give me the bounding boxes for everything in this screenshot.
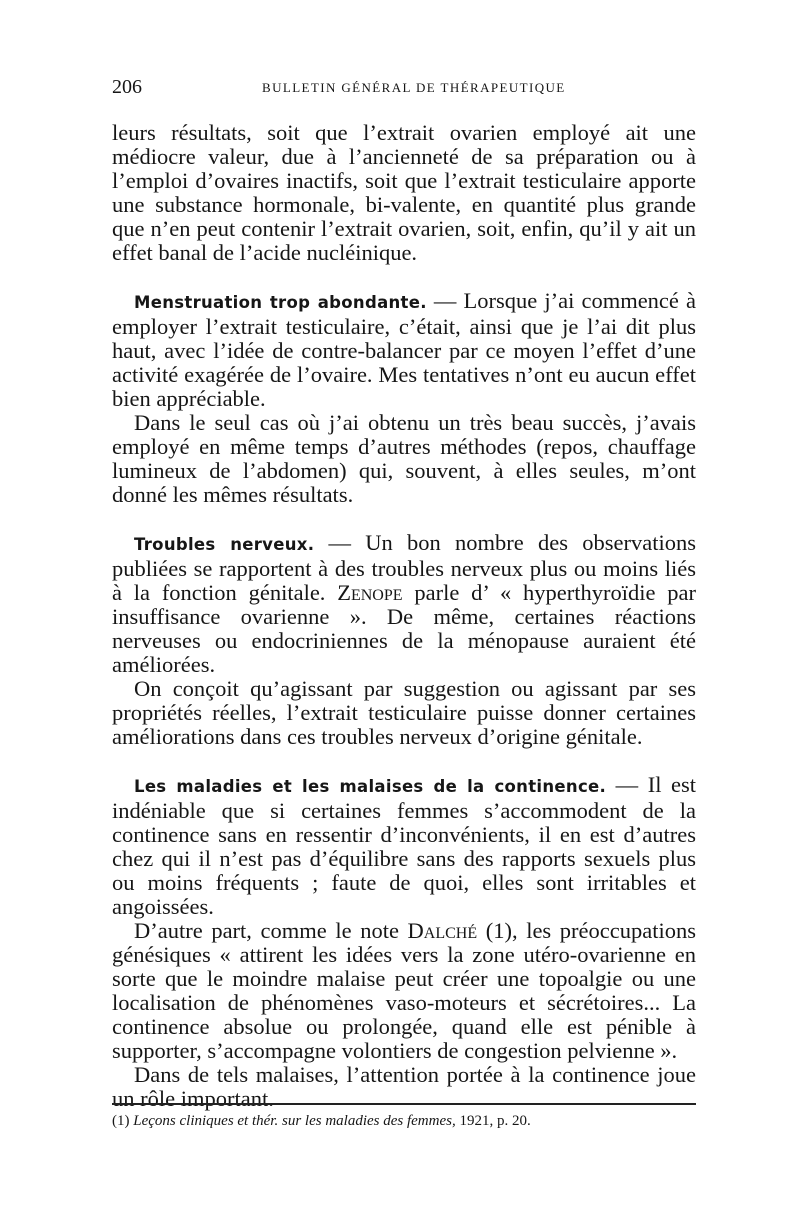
footnote — [112, 1111, 696, 1131]
paragraph-continuation: leurs résultats, soit que l’extrait ovarien employé ait une médiocre valeur, due à l’ancienneté de sa préparation ou à l’emploi d’ovaires inactifs, soit que l’extrait testiculaire apporte une substance hormonale, bi-valente, en quantité plus grande que n’en peut contenir l’extrait ovarien, soit, enfin, qu’il y ait un effet banal de l’acide nucléinique. — [112, 120, 696, 265]
author-name: Zenope — [337, 580, 403, 605]
section-troubles-nerveux — [112, 531, 696, 677]
page-number: 206 — [112, 76, 142, 98]
section-menstruation — [112, 289, 696, 411]
paragraph: Dans le seul cas où j’ai obtenu un très beau succès, j’avais employé en même temps d’autres méthodes (repos, chauffage lumineux de l’abdomen) qui, souvent, à elles seules, m’ont donné les mêmes résultats. — [112, 410, 696, 507]
footnote-title: Leçons cliniques et thér. sur les maladies des femmes, — [133, 1113, 456, 1129]
footnote-marker: (1) — [112, 1113, 134, 1129]
paragraph: Dans de tels malaises, l’attention portée à la continence joue un rôle important. — [112, 1062, 696, 1111]
paragraph-text-continued: (1), les préoccupations génésiques « attirent les idées vers la zone utéro-ovarienne en sorte que le moindre malaise peut créer une topoalgie ou une localisation de phénomènes vaso-moteurs et sécrétoires... La continence absolue ou prolongée, quand elle est pénible à supporter, s’accompagne volontiers de congestion pelvienne ». — [112, 918, 696, 1063]
section-text-continued: parle d’ « hyperthyroïdie par insuffisance ovarienne ». De même, certaines réactions nerveuses ou endocriniennes de la ménopause auraient été améliorées. — [112, 580, 697, 677]
paragraph-text: D’autre part, comme le note — [134, 918, 408, 943]
running-title: BULLETIN GÉNÉRAL DE THÉRAPEUTIQUE — [262, 80, 566, 95]
paragraph: On conçoit qu’agissant par suggestion ou agissant par ses propriétés réelles, l’extrait testiculaire puisse donner certaines améliorations dans ces troubles nerveux d’origine génitale. — [112, 676, 696, 749]
section-maladies-continence — [112, 773, 696, 919]
section-text: — Lorsque j’ai commencé à employer l’extrait testiculaire, c’était, ainsi que je l’ai dit plus haut, avec l’idée de contre-balancer par ce moyen l’effet d’une activité exagérée de l’ovaire. Mes tentatives n’ont eu aucun effet bien appréciable. — [112, 288, 696, 411]
section-heading-troubles: Troubles nerveux. — [134, 535, 315, 554]
section-text: — Il est indéniable que si certaines femmes s’accommodent de la continence sans en ressentir d’inconvénients, il en est d’autres chez qui il n’est pas d’équilibre sans des rapports sexuels plus ou moins fréquents ; faute de quoi, elles sont irritables et angoissées. — [112, 772, 696, 919]
section-heading-menstruation: Menstruation trop abondante. — [134, 293, 427, 312]
paragraph — [112, 919, 696, 1063]
section-text: — Un bon nombre des observations publiées se rapportent à des troubles nerveux plus ou moins liés à la fonction génitale. — [112, 530, 696, 605]
footnote-divider — [112, 1103, 696, 1105]
author-name: Dalché — [407, 918, 478, 943]
section-heading-maladies: Les maladies et les malaises de la continence. — [134, 777, 607, 796]
footnote-reference: 1921, p. 20. — [455, 1113, 531, 1129]
page-header — [112, 76, 696, 100]
body-text — [112, 121, 696, 1111]
